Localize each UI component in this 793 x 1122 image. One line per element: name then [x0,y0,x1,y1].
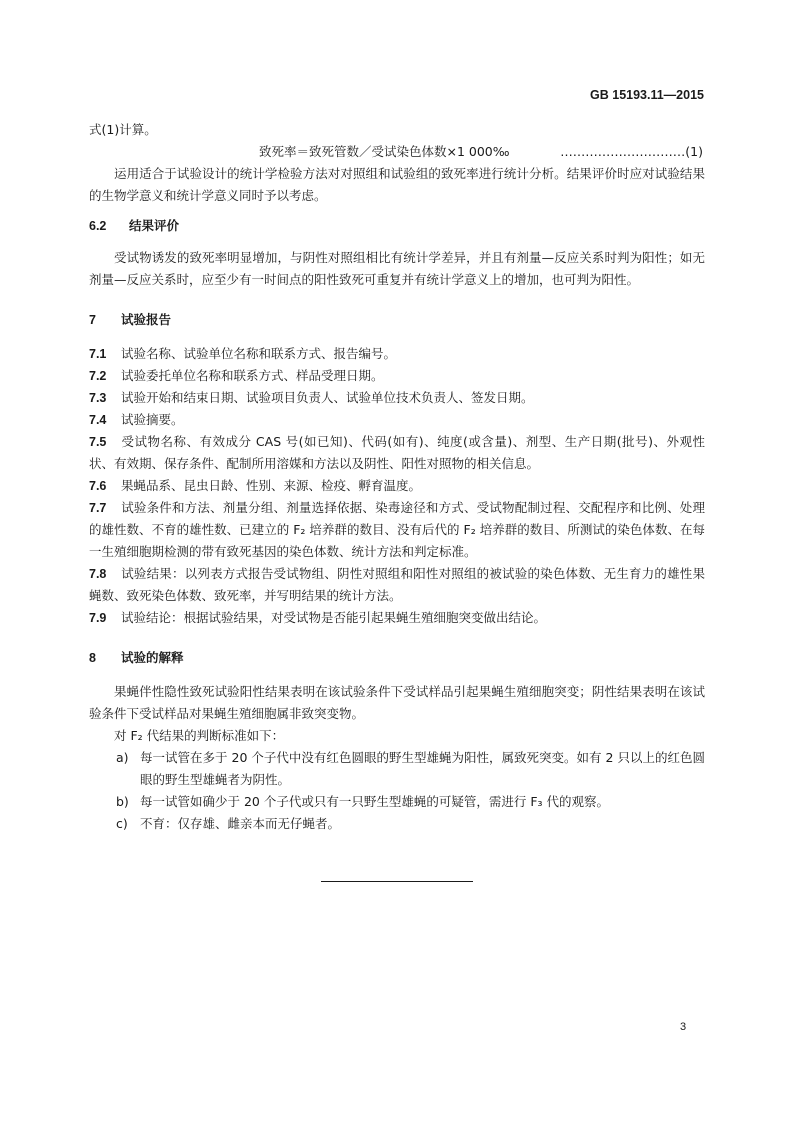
item-number: 7.3 [89,391,107,405]
item-number: 7.1 [89,347,107,361]
list-item [89,431,705,475]
section-title: 结果评价 [129,218,180,233]
section-number: 7 [89,313,96,327]
item-number: 7.5 [89,435,107,449]
item-number: 7.6 [89,479,107,493]
list-item [89,387,705,409]
item-text: 试验结论：根据试验结果，对受试物是否能引起果蝇生殖细胞突变做出结论。 [121,610,547,625]
list-item [89,563,705,607]
standard-code-header: GB 15193.11—2015 [590,88,704,102]
list-item [89,607,705,629]
section-number: 6.2 [89,219,107,233]
list-marker: a) [116,750,129,765]
page-content [89,119,705,835]
item-number: 7.4 [89,413,107,427]
list-item [89,409,705,431]
item-text: 果蝇品系、昆虫日龄、性别、来源、检疫、孵育温度。 [121,478,422,493]
item-text: 试验委托单位名称和联系方式、样品受理日期。 [121,368,384,383]
item-number: 7.2 [89,369,107,383]
list-item [89,343,705,365]
item-text: 受试物名称、有效成分 CAS 号(如已知)、代码(如有)、纯度(或含量)、剂型、生产日期(批号)、外观性状、有效期、保存条件、配制所用溶媒和方法以及阴性、阳性对照物的相关信息。 [89,434,705,471]
page-number: 3 [680,1021,687,1033]
item-text: 试验结果：以列表方式报告受试物组、阴性对照组和阳性对照组的被试验的染色体数、无生育力的雄性果蝇数、致死染色体数、致死率，并写明结果的统计方法。 [89,566,705,603]
formula-row [89,141,705,163]
list-text: 不育：仅存雄、雌亲本而无仔蝇者。 [140,816,341,831]
statistics-paragraph: 运用适合于试验设计的统计学检验方法对对照组和试验组的致死率进行统计分析。结果评价时应对试验结果的生物学意义和统计学意义同时予以考虑。 [89,166,705,203]
section-6-2-heading [89,215,705,237]
list-item [89,747,705,791]
list-item [89,791,705,813]
item-text: 试验条件和方法、剂量分组、剂量选择依据、染毒途径和方式、受试物配制过程、交配程序和比例、处理的雄性数、不育的雄性数、已建立的 F₂ 培养群的数目、没有后代的 F₂ 培养群的数目、所测试的染色体数、在每一生殖细胞期检测的带有致死基因的染色体数、统计方法和判定标准。 [89,500,705,559]
end-rule [321,881,473,882]
lethality-formula: 致死率＝致死管数／受试染色体数×1 000‰ [259,144,510,159]
item-number: 7.8 [89,567,107,581]
item-text: 试验名称、试验单位名称和联系方式、报告编号。 [121,346,397,361]
section-title: 试验报告 [121,312,172,327]
interpretation-paragraph: 果蝇伴性隐性致死试验阳性结果表明在该试验条件下受试样品引起果蝇生殖细胞突变；阴性结果表明在该试验条件下受试样品对果蝇生殖细胞属非致突变物。 [89,684,705,721]
list-marker: b) [116,794,129,809]
criteria-list [89,747,705,835]
calc-intro: 式(1)计算。 [89,122,157,137]
list-item [89,365,705,387]
section-8-heading [89,647,705,669]
section-number: 8 [89,651,96,665]
list-item [89,497,705,563]
item-number: 7.7 [89,501,107,515]
list-item [89,813,705,835]
section-7-heading [89,309,705,331]
item-text: 试验摘要。 [121,412,184,427]
result-evaluation-paragraph: 受试物诱发的致死率明显增加，与阴性对照组相比有统计学差异，并且有剂量—反应关系时判为阳性；如无剂量—反应关系时，应至少有一时间点的阳性致死可重复并有统计学意义上的增加，也可判为阳性。 [89,250,705,287]
list-text: 每一试管如确少于 20 个子代或只有一只野生型雄蝇的可疑管，需进行 F₃ 代的观察。 [140,794,610,809]
list-text: 每一试管在多于 20 个子代中没有红色圆眼的野生型雄蝇为阳性，属致死突变。如有 2 只以上的红色圆眼的野生型雄蝇者为阴性。 [140,750,705,787]
list-marker: c) [116,816,128,831]
item-number: 7.9 [89,611,107,625]
report-items [89,343,705,629]
criteria-intro: 对 F₂ 代结果的判断标准如下： [114,728,285,743]
item-text: 试验开始和结束日期、试验项目负责人、试验单位技术负责人、签发日期。 [121,390,534,405]
formula-number: …………………………(1) [560,144,703,159]
list-item [89,475,705,497]
section-title: 试验的解释 [121,650,184,665]
